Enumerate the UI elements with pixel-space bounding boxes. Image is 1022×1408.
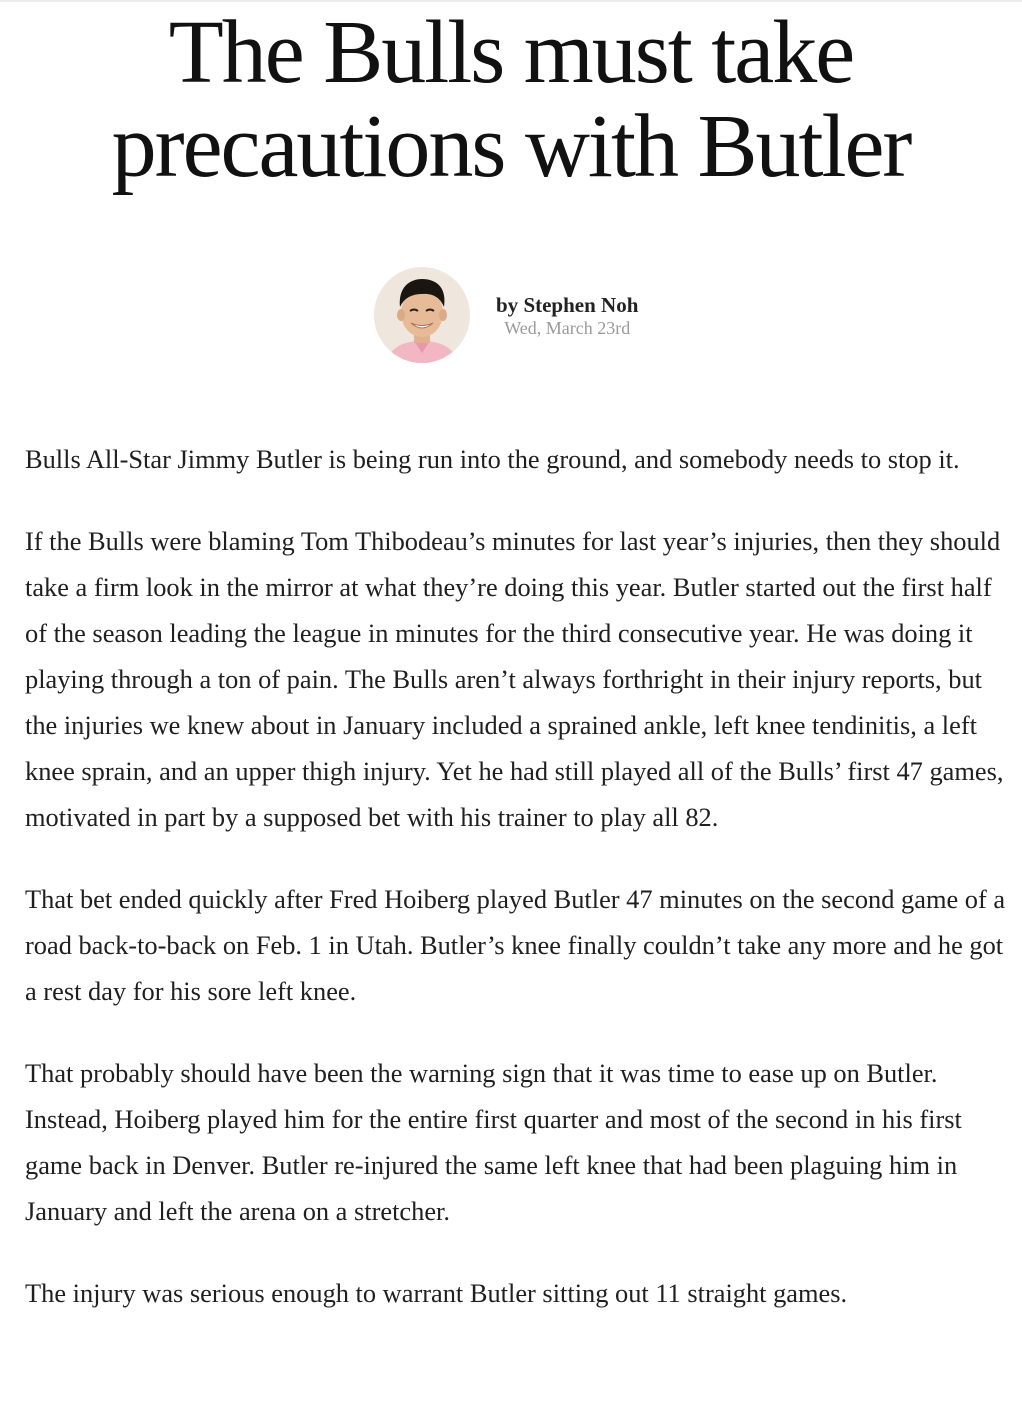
byline-prefix: by	[496, 293, 519, 317]
paragraph-3: That bet ended quickly after Fred Hoiberg played Butler 47 minutes on the second game of a road back-to-back on Feb. 1 in Utah. Butler’s knee finally couldn’t take any more and he got a rest day for his sore left knee.	[25, 884, 1006, 1006]
top-divider	[0, 0, 1022, 2]
article-body	[25, 436, 1010, 1352]
paragraph-5: The injury was serious enough to warrant Butler sitting out 11 straight games.	[25, 1278, 848, 1308]
author-avatar-icon	[374, 267, 470, 363]
paragraph-1: Bulls All-Star Jimmy Butler is being run into the ground, and somebody needs to stop it.	[25, 444, 960, 474]
byline	[374, 267, 638, 363]
author-line	[496, 293, 638, 317]
publish-date: Wed, March 23rd	[504, 318, 631, 338]
author-avatar[interactable]	[374, 267, 470, 363]
author-name[interactable]: Stephen Noh	[523, 293, 639, 317]
paragraph-2: If the Bulls were blaming Tom Thibodeau’s minutes for last year’s injuries, then they should take a firm look in the mirror at what they’re doing this year. Butler started out the first half of the season leading the league in minutes for the third consecutive year. He was doing it playing through a ton of pain. The Bulls aren’t always forthright in their injury reports, but the injuries we knew about in January included a sprained ankle, left knee tendinitis, a left knee sprain, and an upper thigh injury. Yet he had still played all of the Bulls’ first 47 games, motivated in part by a supposed bet with his trainer to play all 82.	[25, 526, 1004, 832]
title-line-2: precautions with Butler	[111, 97, 911, 196]
title-line-1: The Bulls must take	[168, 3, 854, 102]
article-title	[0, 3, 1022, 196]
byline-text	[496, 293, 638, 339]
paragraph-4: That probably should have been the warning sign that it was time to ease up on Butler. Instead, Hoiberg played him for the entire first quarter and most of the second in his first game back in Denver. Butler re-injured the same left knee that had been plaguing him in January and left the arena on a stretcher.	[25, 1058, 962, 1226]
